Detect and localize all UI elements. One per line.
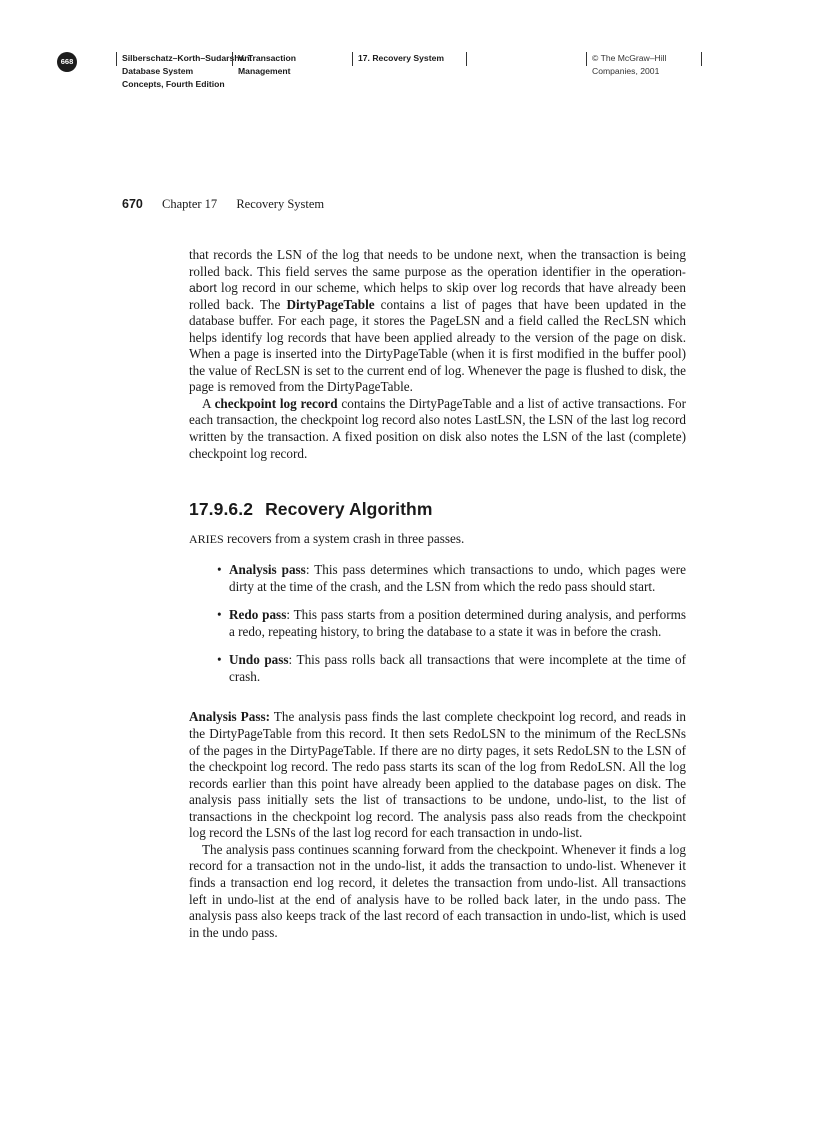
chapter-label: Chapter 17 bbox=[161, 197, 218, 211]
text-run: : This pass starts from a position determined during analysis, and performs a redo, repeating history, to bring the database to a state it was in before the crash. bbox=[229, 607, 686, 639]
section-number: 17.9.6.2 bbox=[189, 499, 254, 520]
bullet-list bbox=[189, 562, 686, 685]
paragraph bbox=[189, 531, 686, 548]
list-item bbox=[217, 607, 686, 640]
running-head bbox=[122, 197, 324, 212]
list-item bbox=[217, 652, 686, 685]
bullet-icon: • bbox=[217, 607, 222, 623]
page-header bbox=[0, 52, 816, 112]
text-run: The analysis pass finds the last complete checkpoint log record, and reads in the DirtyPageTable from this record. It then sets RedoLSN to the minimum of the RecLSNs of the pages in the DirtyPageTable. If there are no dirty pages, it sets RedoLSN to the LSN of the checkpoint log record. The redo pass starts its scan of the log from RedoLSN. All the log records earlier than this point have already been applied to the database pages on disk. The analysis pass initially sets the list of transactions to be undone, undo-list, to the list of transactions in the checkpoint log record. The analysis pass also reads from the checkpoint log record the LSNs of the last log record for each transaction in undo-list. bbox=[189, 709, 686, 841]
header-copyright-line: Companies, 2001 bbox=[592, 66, 660, 76]
code-term: operation-abort bbox=[189, 264, 686, 296]
bold-term: Analysis Pass: bbox=[189, 709, 270, 725]
header-part-info bbox=[232, 52, 348, 76]
text-run: : This pass determines which transactions to undo, which pages were dirty at the time of the crash, and the LSN from which the redo pass should start. bbox=[229, 562, 686, 594]
text-run: recovers from a system crash in three passes. bbox=[223, 530, 465, 546]
page-badge: 668 bbox=[57, 52, 77, 72]
header-chapter-info bbox=[352, 52, 468, 66]
bold-term: Redo pass bbox=[229, 607, 287, 623]
header-book-line: Silberschatz–Korth–Sudarshan: bbox=[122, 53, 253, 63]
text-run: contains a list of pages that have been updated in the database buffer. For each page, it stores the PageLSN and a field called the RecLSN which helps identify log records that have been applied already to the version of the page on disk. When a page is inserted into the DirtyPageTable (when it is first modified in the buffer pool) the value of RecLSN is set to the current end of log. Whenever the page is flushed to disk, the page is removed from the DirtyPageTable. bbox=[189, 296, 686, 395]
small-caps-term: ARIES bbox=[189, 531, 224, 546]
bold-term: checkpoint log record bbox=[214, 395, 338, 411]
text-run: that records the LSN of the log that needs to be undone next, when the transaction is being rolled back. This field serves the same purpose as the operation identifier in the bbox=[189, 247, 686, 279]
header-chapter-text: 17. Recovery System bbox=[358, 53, 444, 63]
header-book-line: Database System bbox=[122, 66, 194, 76]
paragraph bbox=[189, 709, 686, 841]
bullet-icon: • bbox=[217, 652, 222, 668]
paragraph bbox=[189, 842, 686, 941]
bold-term: Undo pass bbox=[229, 652, 289, 668]
header-empty-column bbox=[466, 52, 582, 66]
header-copyright-line: © The McGraw–Hill bbox=[592, 53, 667, 63]
header-book-line: Concepts, Fourth Edition bbox=[122, 79, 225, 89]
section-title: Recovery Algorithm bbox=[265, 499, 433, 520]
page-body bbox=[189, 247, 686, 941]
header-copyright bbox=[586, 52, 702, 76]
page-number: 670 bbox=[122, 197, 143, 211]
text-run: : This pass rolls back all transactions that were incomplete at the time of crash. bbox=[229, 652, 686, 684]
text-run: log record in our scheme, which helps to skip over log records that have already been rolled back. The bbox=[189, 280, 686, 312]
bold-term: Analysis pass bbox=[229, 562, 306, 578]
section-heading bbox=[189, 501, 686, 518]
text-run: The analysis pass continues scanning forward from the checkpoint. Whenever it finds a log record for a transaction not in the undo-list, it adds the transaction to undo-list. Whenever it finds a transaction end log record, it deletes the transaction from undo-list. All transactions left in undo-list at the end of analysis have to be rolled back later, in the undo pass. The analysis pass also keeps track of the last record of each transaction in undo-list, which is used in the undo pass. bbox=[189, 841, 686, 940]
bullet-icon: • bbox=[217, 562, 222, 578]
list-item bbox=[217, 562, 686, 595]
paragraph bbox=[189, 247, 686, 396]
header-book-info bbox=[116, 52, 253, 89]
header-part-line: Management bbox=[238, 66, 291, 76]
header-part-line: V. Transaction bbox=[238, 53, 296, 63]
text-run: A bbox=[202, 395, 215, 411]
paragraph bbox=[189, 396, 686, 462]
header-end-rule bbox=[701, 52, 703, 66]
text-run: contains the DirtyPageTable and a list of active transactions. For each transaction, the checkpoint log record also notes LastLSN, the LSN of the last log record written by the transaction. A fixed position on disk also notes the LSN of the last (complete) checkpoint log record. bbox=[189, 395, 687, 461]
chapter-title: Recovery System bbox=[236, 197, 325, 211]
bold-term: DirtyPageTable bbox=[286, 296, 375, 312]
